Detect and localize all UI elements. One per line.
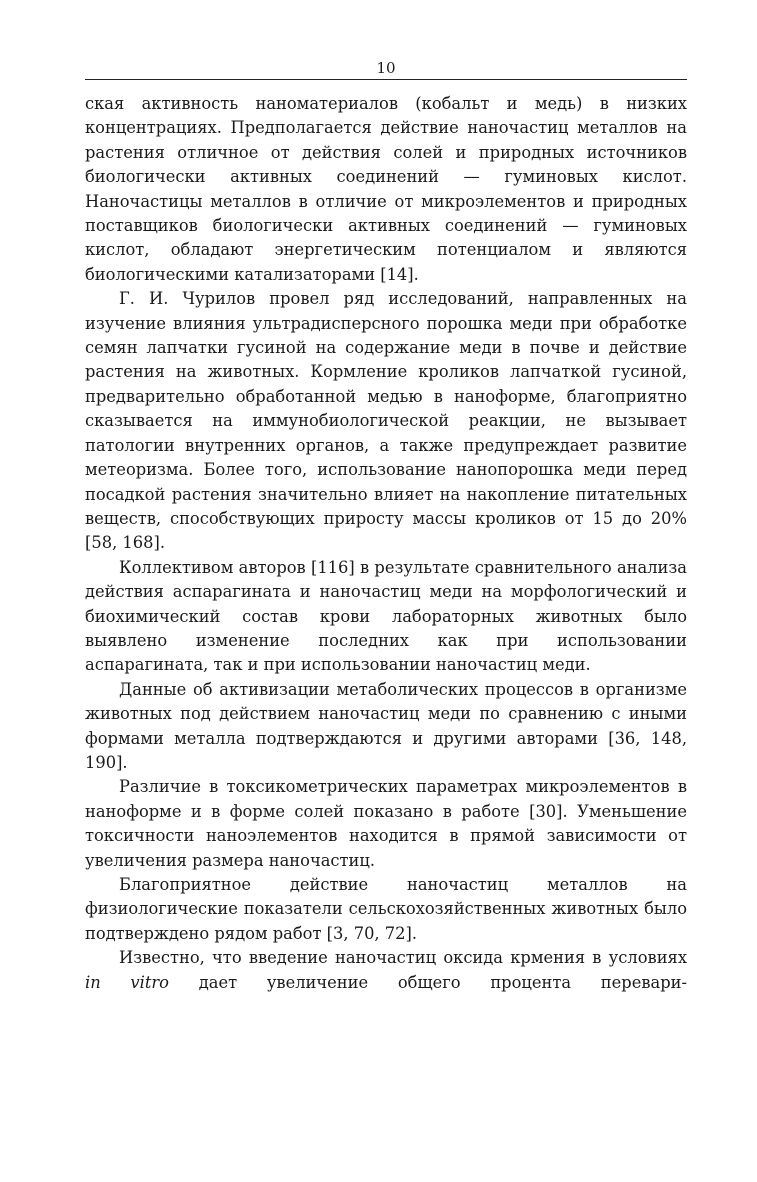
paragraph: Г. И. Чурилов провел ряд исследований, направленных на изучение влияния ультрадисперсного порошка меди при обработке семян лапчатки гусиной на содержание меди в почве и действие растения на животных. Кормление кроликов лапчаткой гусиной, предварительно обработанной медью в наноформе, благоприятно сказывается на иммунобиологической реакции, не вызывает патологии внутренних органов, а также предупреждает развитие метеоризма. Более того, использование нанопорошка меди перед посадкой растения значительно влияет на накопление питательных веществ, способствующих приросту массы кроликов от 15 до 20% [58, 168]. (85, 289, 687, 553)
body-text (85, 92, 687, 995)
paragraph-text: Известно, что введение наночастиц оксида крмения в условиях (119, 948, 687, 968)
paragraph: Благоприятное действие наночастиц металлов на физиологические показатели сельскохозяйственных животных было подтверждено рядом работ [3, 70, 72]. (85, 875, 687, 943)
italic-term: in vitro (85, 972, 169, 992)
page-number: 10 (376, 59, 396, 77)
paragraph: Коллективом авторов [116] в результате сравнительного анализа действия аспарагината и наночастиц меди на морфологический и биохимический состав крови лабораторных животных было выявлено изменение последних как при использовании аспарагината, так и при использовании наночастиц меди. (85, 557, 687, 675)
paragraph: Различие в токсикометрических параметрах микроэлементов в наноформе и в форме солей показано в работе [30]. Уменьшение токсичности наноэлементов находится в прямой зависимости от увеличения размера наночастиц. (85, 777, 687, 870)
paragraph: ская активность наноматериалов (кобальт и медь) в низких концентрациях. Предполагается действие наночастиц металлов на растения отличное от действия солей и природных источников биологически активных соединений — гуминовых кислот. Наночастицы металлов в отличие от микроэлементов и природных поставщиков биологически активных соединений — гуминовых кислот, обладают энергетическим потенциалом и являются биологическими катализаторами [14]. (85, 94, 687, 284)
header-rule (85, 79, 687, 80)
paragraph-text: дает увеличение общего процента перевари- (168, 972, 687, 992)
paragraph (85, 946, 687, 995)
paragraph: Данные об активизации метаболических процессов в организме животных под действием наночастиц меди по сравнению с иными формами металла подтверждаются и другими авторами [36, 148, 190]. (85, 679, 687, 772)
book-page (85, 58, 687, 995)
